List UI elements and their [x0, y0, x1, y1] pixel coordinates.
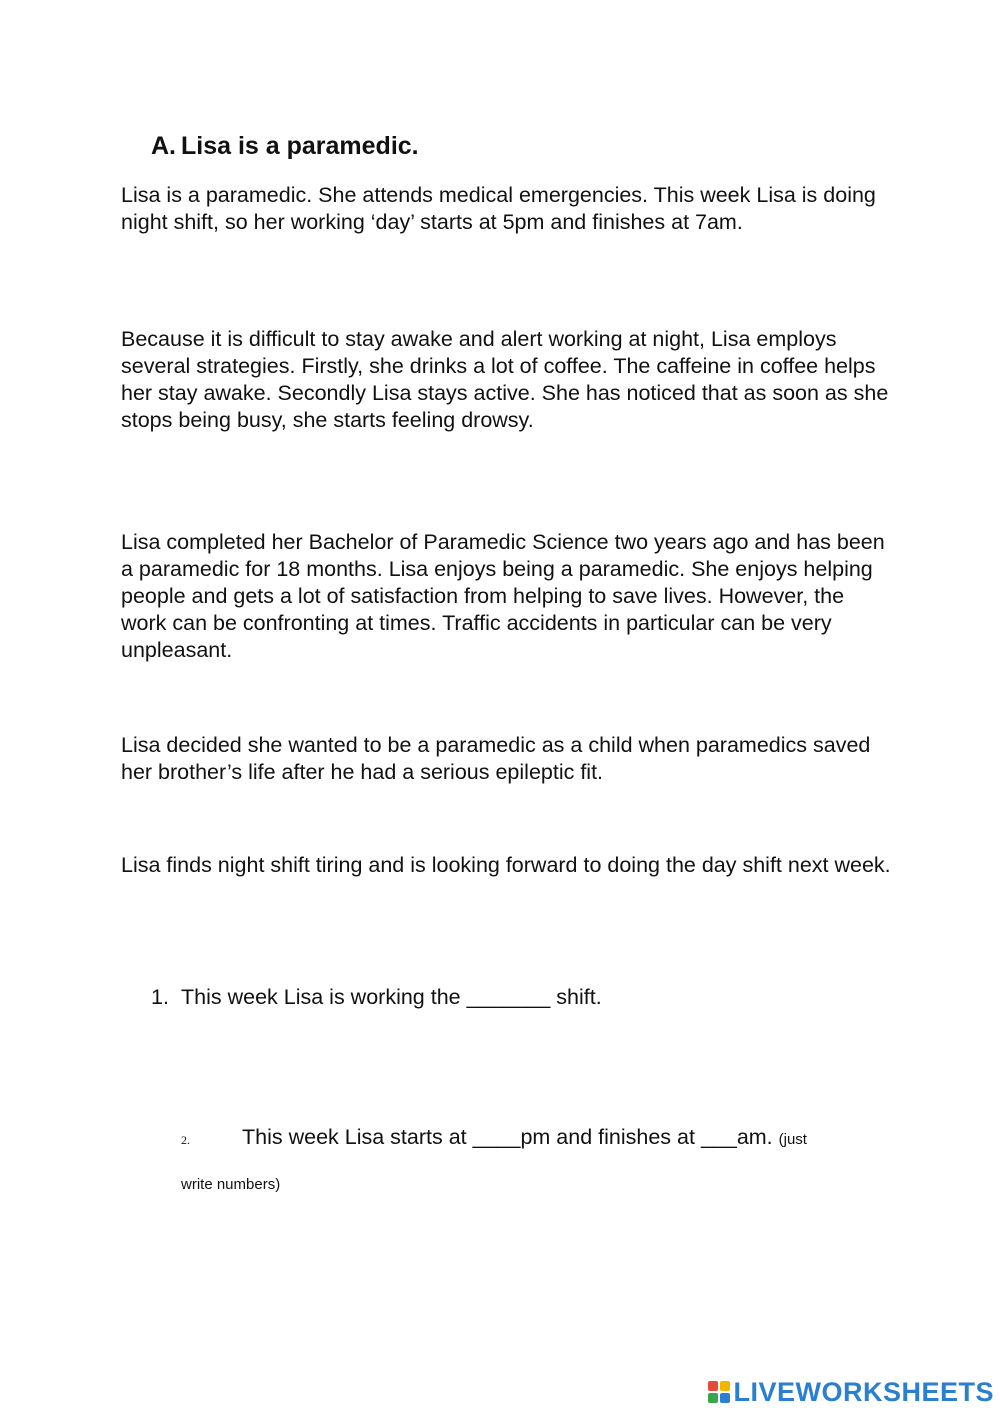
paragraph-5: Lisa finds night shift tiring and is looking forward to doing the day shift next week.: [121, 853, 891, 877]
logo-square-yellow: [720, 1381, 730, 1391]
paragraph-1: Lisa is a paramedic. She attends medical emergencies. This week Lisa is doing night shift, so her working ‘day’ starts at 5pm and finishes at 7am.: [121, 183, 876, 234]
paragraph-4: Lisa decided she wanted to be a paramedic as a child when paramedics saved her brother’s life after he had a serious epileptic fit.: [121, 733, 871, 784]
question-2-blank-1[interactable]: ____: [472, 1125, 521, 1149]
question-2-note-a: (just: [778, 1131, 807, 1148]
heading-marker: A.: [151, 132, 176, 160]
liveworksheets-logo: [708, 1375, 994, 1409]
logo-square-green: [708, 1393, 718, 1403]
question-1-text-after: shift.: [550, 985, 602, 1009]
question-2-blank-2[interactable]: ___: [700, 1125, 737, 1149]
paragraph-3: Lisa completed her Bachelor of Paramedic Science two years ago and has been a paramedic for 18 months. Lisa enjoys being a paramedic. She enjoys helping people and gets a lot of satisfaction from helping to save lives. However, the work can be confronting at times. Traffic accidents in particular can be very unpleasant.: [121, 530, 885, 662]
question-1-text-before: This week Lisa is working the: [181, 985, 467, 1009]
logo-square-red: [708, 1381, 718, 1391]
question-2: [181, 1123, 901, 1194]
question-2-text-a: This week Lisa starts at: [242, 1125, 473, 1149]
heading-title: Lisa is a paramedic.: [181, 132, 419, 160]
question-2-text-c: am.: [736, 1125, 779, 1149]
liveworksheets-logo-icon: [708, 1381, 730, 1403]
paragraph-2: Because it is difficult to stay awake and alert working at night, Lisa employs several strategies. Firstly, she drinks a lot of coffee. The caffeine in coffee helps her stay awake. Secondly Lisa stays active. She has noticed that as soon as she stops being busy, she starts feeling drowsy.: [121, 327, 889, 432]
logo-square-blue: [720, 1393, 730, 1403]
question-2-text-b: pm and finishes at: [520, 1125, 701, 1149]
question-1-blank[interactable]: _______: [466, 985, 551, 1009]
section-heading: [151, 130, 419, 162]
question-2-note-b: write numbers): [181, 1176, 281, 1193]
logo-text: LIVEWORKSHEETS: [733, 1376, 994, 1407]
question-1-number: 1.: [151, 985, 169, 1009]
question-2-number: 2.: [181, 1133, 190, 1147]
question-1: [151, 983, 602, 1011]
